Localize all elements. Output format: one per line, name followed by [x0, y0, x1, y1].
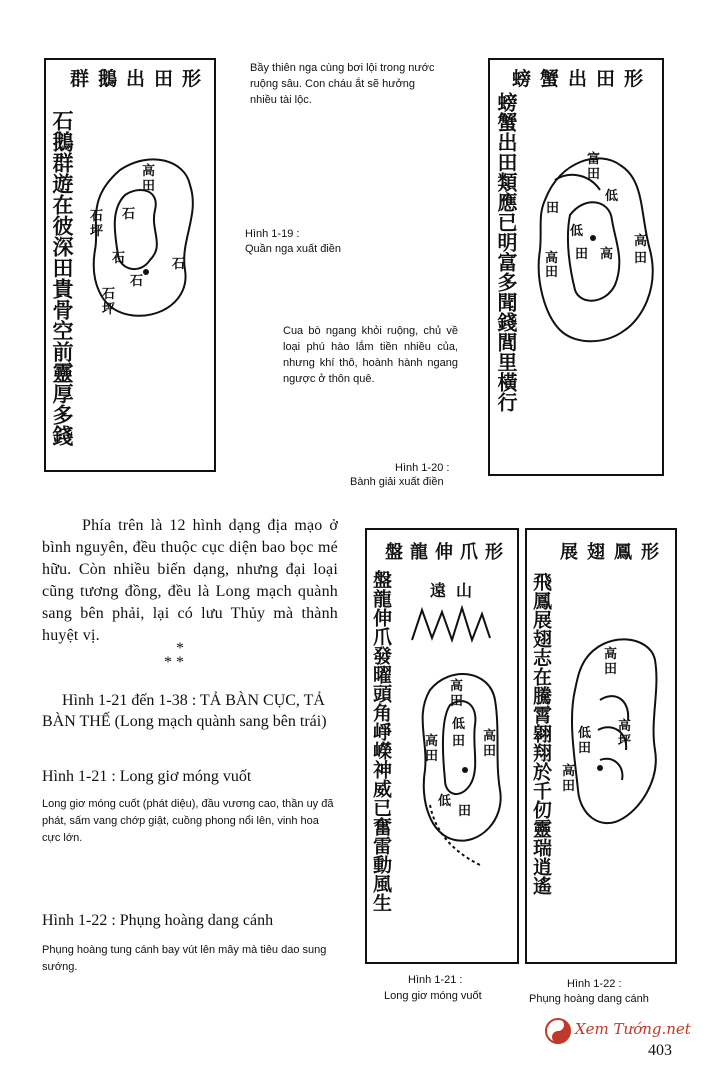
separator-star-bottom: * * — [164, 654, 184, 671]
fig22-label: 坪 — [618, 734, 632, 749]
fig21-label: 高 — [450, 679, 464, 694]
fig19-label: 坪 — [102, 302, 116, 317]
figure-1-20-description: Cua bò ngang khỏi ruộng, chủ về loại phú hào lắm tiền nhiều của, nhưng khí thô, hoành hành ngang ngược ở thôn quê. — [283, 325, 458, 385]
fig20-label: 低 — [570, 224, 584, 239]
heading-fig-1-21: Hình 1-21 : Long giơ móng vuốt — [42, 768, 252, 785]
fig19-label: 石 — [112, 251, 126, 266]
fig22-label: 田 — [604, 662, 618, 677]
fig21-label: 田 — [425, 749, 439, 764]
fig22-label: 高 — [604, 647, 618, 662]
fig21-label: 高 — [483, 729, 497, 744]
fig19-label: 石 — [122, 207, 136, 222]
fig22-label: 低 — [578, 726, 592, 741]
fig22-label: 高 — [562, 764, 576, 779]
figure-1-21-caption-number: Hình 1-21 : — [408, 974, 463, 986]
site-logo-text: Xem Tướng.net — [575, 1020, 691, 1038]
figure-1-21-caption-name: Long giơ móng vuốt — [384, 990, 482, 1002]
page-number: 403 — [648, 1042, 672, 1059]
figure-1-20-poem: 螃蟹出田類應已明富多聞錢閭里橫行 — [494, 92, 518, 412]
figure-1-20-caption-name: Bành giải xuất điền — [350, 476, 444, 488]
figure-1-19-poem: 石鵝群遊在彼深田貴骨空前靈厚多錢 — [50, 110, 75, 446]
figure-1-20-caption-number: Hình 1-20 : — [395, 462, 450, 474]
figure-1-19-caption-number: Hình 1-19 : — [245, 228, 300, 240]
fig21-label: 田 — [450, 694, 464, 709]
figure-1-22-caption-name: Phụng hoàng dang cánh — [529, 993, 649, 1005]
fig19-label: 石 — [130, 274, 144, 289]
heading-fig-1-22: Hình 1-22 : Phụng hoàng dang cánh — [42, 912, 274, 929]
fig20-label: 高 — [545, 251, 559, 266]
separator-star-top: * — [176, 640, 184, 657]
fig19-label: 坪 — [90, 224, 104, 239]
figure-1-20-header: 形田出蟹螃 — [512, 68, 653, 90]
fig20-label: 田 — [575, 247, 589, 262]
figure-1-22-poem: 飛鳳展翅志在騰霄翱翔於千仞靈瑞逍遙 — [530, 572, 552, 895]
fig19-label: 石 — [102, 287, 116, 302]
fig21-label: 田 — [452, 734, 466, 749]
fig22-label: 田 — [578, 741, 592, 756]
fig19-label: 高 — [142, 164, 156, 179]
fig21-label: 低 — [438, 794, 452, 809]
fig19-label: 田 — [142, 179, 156, 194]
figure-1-21-mountain-label: 山遠 — [430, 581, 483, 600]
fig20-label: 田 — [546, 201, 560, 216]
figure-1-19-header: 形田出鵝群 — [70, 68, 211, 90]
desc-fig-1-21: Long giơ móng cuốt (phát diệu), đầu vương cao, thần uy đã phát, sấm vang chớp giật, cuồng phong nổi lên, vinh hoa cực lớn. — [42, 798, 334, 844]
figure-1-19-description: Bầy thiên nga cùng bơi lội trong nước ruộng sâu. Con cháu ắt sẽ hưởng nhiều tài lộc. — [250, 62, 435, 106]
fig20-label: 高 — [634, 234, 648, 249]
fig22-label: 田 — [562, 779, 576, 794]
figure-1-22-header: 形鳳翅展 — [560, 542, 668, 563]
figure-1-21-poem: 盤龍伸爪發曜頭角崢嶸神威已奮雷動風生 — [370, 570, 392, 912]
fig22-label: 高 — [618, 719, 632, 734]
fig20-label: 低 — [605, 189, 619, 204]
fig19-label: 石 — [172, 257, 186, 272]
figure-1-22-caption-number: Hình 1-22 : — [567, 978, 622, 990]
fig20-label: 富 — [587, 152, 601, 167]
section-heading-line-1: Hình 1-21 đến 1-38 : TẢ BÀN CỤC, TẢ — [62, 692, 325, 709]
fig20-label: 高 — [600, 247, 614, 262]
fig21-label: 田 — [483, 744, 497, 759]
desc-fig-1-22: Phụng hoàng tung cánh bay vút lên mây mà tiêu dao sung sướng. — [42, 944, 327, 973]
fig20-label: 田 — [545, 265, 559, 280]
figure-1-21-header: 形爪伸龍盤 — [385, 542, 510, 563]
figure-1-19-caption-name: Quần nga xuất điền — [245, 243, 342, 255]
fig19-label: 石 — [90, 209, 104, 224]
section-heading-line-2: BÀN THẾ (Long mạch quành sang bên trái) — [42, 713, 327, 730]
fig21-label: 田 — [458, 804, 472, 819]
fig20-label: 田 — [587, 167, 601, 182]
fig20-label: 田 — [634, 251, 648, 266]
fig21-label: 高 — [425, 734, 439, 749]
intro-paragraph: Phía trên là 12 hình dạng địa mạo ở bình nguyên, đều thuộc cục diện bao bọc mé hữu. Còn nhiều biến dạng, nhưng đại loại cũng tương đồng, đều là Long mạch quành sang bên phải, lại có lưu Thủy mà thành huyệt vị. — [42, 517, 338, 644]
fig21-label: 低 — [452, 717, 466, 732]
